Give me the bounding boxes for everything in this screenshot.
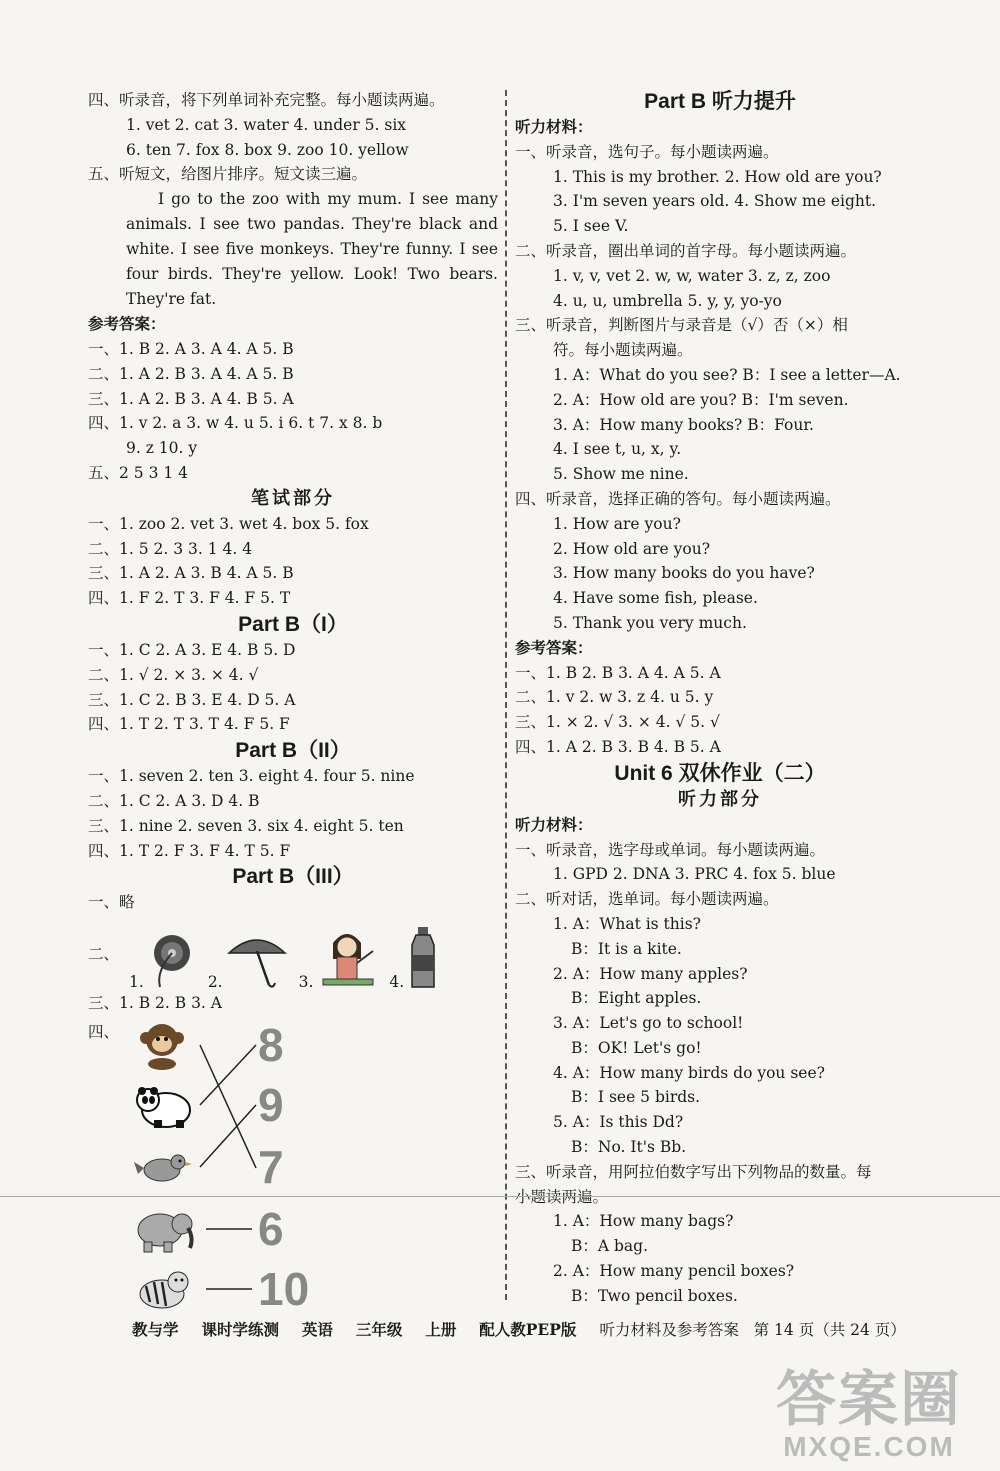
section-title: 二、听对话，选单词。每小题读两遍。 bbox=[515, 890, 779, 909]
script-line: 2. A：How old are you? B：I'm seven. bbox=[553, 390, 849, 409]
dialogue-b: B：OK! Let's go! bbox=[571, 1038, 702, 1057]
answer-line: 三、1. C 2. B 3. E 4. D 5. A bbox=[88, 690, 296, 709]
script-line: 1. GPD 2. DNA 3. PRC 4. fox 5. blue bbox=[553, 865, 836, 884]
picture-answer bbox=[389, 925, 440, 991]
section-5-title: 五、听短文，给图片排序。短文读三遍。 bbox=[88, 165, 368, 184]
item-number: 4. bbox=[389, 973, 405, 992]
dialogue-a: 2. A：How many pencil boxes? bbox=[553, 1262, 795, 1281]
footer-subject: 英语 bbox=[301, 1320, 333, 1339]
answers-title: 参考答案： bbox=[88, 314, 166, 334]
script-line: 1. v, v, vet 2. w, w, water 3. z, z, zoo bbox=[553, 266, 831, 285]
column-divider bbox=[505, 90, 507, 1300]
item-number: 1. bbox=[129, 973, 144, 992]
dialogue-a: 5. A：Is this Dd? bbox=[553, 1113, 684, 1132]
item-number: 2. bbox=[207, 973, 223, 992]
script-line: 5. Thank you very much. bbox=[553, 613, 747, 632]
script-line: 1. This is my brother. 2. How old are you? bbox=[553, 167, 882, 186]
part-b-2-title: Part B（II） bbox=[235, 739, 351, 763]
section-4-title: 四、听录音，将下列单词补充完整。每小题读两遍。 bbox=[88, 91, 445, 109]
dialogue-a: 1. A：How many bags? bbox=[553, 1212, 734, 1231]
answer-line: 四、1. v 2. a 3. w 4. u 5. i 6. t 7. x 8. b bbox=[88, 414, 383, 433]
answer-line: 三、1. × 2. √ 3. × 4. √ 5. √ bbox=[515, 713, 720, 732]
footer-series: 课时学练测 bbox=[201, 1320, 279, 1339]
script-line: 4. Have some fish, please. bbox=[553, 589, 758, 608]
dialogue-b: B：A bag. bbox=[571, 1237, 649, 1256]
script-line: 3. A：How many books? B：Four. bbox=[553, 415, 814, 434]
script-line: 5. Show me nine. bbox=[553, 465, 689, 484]
answer-line: 五、2 5 3 1 4 bbox=[88, 463, 189, 482]
footer-grade: 三年级 bbox=[355, 1320, 403, 1339]
script-line: 3. How many books do you have? bbox=[553, 564, 815, 583]
listening-part-title: 听力部分 bbox=[678, 788, 762, 810]
dialogue-a: 4. A：How many birds do you see? bbox=[553, 1063, 825, 1082]
answer-line: 四、1. T 2. F 3. F 4. T 5. F bbox=[88, 841, 291, 860]
unit-6-title: Unit 6 双休作业（二） bbox=[614, 761, 826, 785]
watermark-logo: 答案圈 bbox=[776, 1366, 962, 1433]
footer-brand: 教与学 bbox=[132, 1320, 179, 1339]
dialogue-b: B：I see 5 birds. bbox=[571, 1088, 701, 1107]
watermark bbox=[776, 1366, 962, 1463]
material-label: 听力材料： bbox=[515, 117, 593, 136]
part-b-1-title: Part B（I） bbox=[238, 612, 348, 636]
watermark-url: MXQE.COM bbox=[783, 1431, 955, 1462]
answer-line: 二、1. v 2. w 3. z 4. u 5. y bbox=[515, 688, 714, 707]
dialogue-a: 2. A：How many apples? bbox=[553, 964, 748, 983]
answer-line: 二、1. A 2. B 3. A 4. A 5. B bbox=[88, 364, 294, 383]
answer-line: 四、1. T 2. T 3. T 4. F 5. F bbox=[88, 715, 290, 734]
section-label: 二、 bbox=[88, 945, 120, 964]
written-part-title: 笔试部分 bbox=[251, 487, 335, 509]
item-number: 3. bbox=[298, 973, 314, 992]
right-column bbox=[515, 88, 925, 1309]
footer-volume: 上册 bbox=[425, 1320, 457, 1339]
picture-answer bbox=[208, 931, 289, 991]
word-list-line: 1. vet 2. cat 3. water 4. under 5. six bbox=[126, 115, 407, 134]
number-ten: 10 bbox=[258, 1262, 310, 1315]
part-b-3-title: Part B（III） bbox=[232, 865, 354, 889]
section-label: 四、 bbox=[88, 1022, 120, 1041]
dialogue-b: B：It is a kite. bbox=[571, 939, 682, 958]
answer-line: 二、1. C 2. A 3. D 4. B bbox=[88, 791, 260, 810]
script-line: 1. A：What do you see? B：I see a letter—A. bbox=[553, 365, 901, 384]
number-six: 6 bbox=[258, 1202, 284, 1255]
umbrella-icon bbox=[225, 931, 289, 991]
answer-line: 一、1. seven 2. ten 3. eight 4. four 5. nine bbox=[88, 767, 415, 786]
passage: I go to the zoo with my mum. I see many animals. I see two pandas. They're black and white. I see five monkeys. They're funny. I see four birds. They're yellow. Look! Two bears. They're fat. bbox=[126, 190, 498, 309]
answer-line: 一、略 bbox=[88, 893, 135, 912]
answer-line: 三、1. A 2. A 3. B 4. A 5. B bbox=[88, 564, 294, 583]
footer-edition: 配人教PEP版 bbox=[479, 1320, 577, 1339]
dialogue-b: B：No. It's Bb. bbox=[571, 1138, 687, 1157]
answer-line: 三、1. nine 2. seven 3. six 4. eight 5. ten bbox=[88, 816, 404, 835]
section-title-cont: 小题读两遍。 bbox=[515, 1187, 609, 1206]
page-footer bbox=[132, 1318, 924, 1340]
part-b-listening-title: Part B 听力提升 bbox=[644, 90, 796, 113]
number-nine: 9 bbox=[258, 1078, 284, 1131]
answer-line: 9. z 10. y bbox=[126, 439, 198, 458]
script-line: 3. I'm seven years old. 4. Show me eight. bbox=[553, 192, 877, 211]
dialogue-b: B：Two pencil boxes. bbox=[571, 1286, 738, 1305]
section-title: 三、听录音，用阿拉伯数字写出下列物品的数量。每 bbox=[515, 1162, 872, 1181]
answer-line: 一、1. B 2. A 3. A 4. A 5. B bbox=[88, 339, 294, 358]
dialogue-a: 3. A：Let's go to school! bbox=[553, 1014, 744, 1033]
girl-icon bbox=[315, 927, 379, 991]
left-column bbox=[88, 88, 498, 1320]
matching-answer bbox=[88, 1020, 498, 1320]
section-title: 一、听录音，选句子。每小题读两遍。 bbox=[515, 142, 779, 161]
answer-line: 四、1. F 2. T 3. F 4. F 5. T bbox=[88, 589, 291, 608]
answer-line: 一、1. C 2. A 3. E 4. B 5. D bbox=[88, 640, 296, 659]
answer-line: 一、1. zoo 2. vet 3. wet 4. box 5. fox bbox=[88, 514, 369, 533]
dialogue-b: B：Eight apples. bbox=[571, 989, 702, 1008]
number-eight: 8 bbox=[258, 1018, 284, 1071]
script-line: 1. How are you? bbox=[553, 514, 681, 533]
picture-answers bbox=[88, 915, 498, 991]
script-line: 4. u, u, umbrella 5. y, y, yo-yo bbox=[553, 291, 782, 310]
material-label: 听力材料： bbox=[515, 814, 593, 834]
section-title: 一、听录音，选字母或单词。每小题读两遍。 bbox=[515, 840, 826, 859]
script-line: 2. How old are you? bbox=[553, 539, 711, 558]
picture-answer bbox=[129, 931, 198, 991]
scan-line bbox=[0, 1196, 1000, 1197]
section-title: 三、听录音，判断图片与录音是（√）否（×）相 bbox=[515, 316, 848, 335]
answer-line: 四、1. A 2. B 3. B 4. B 5. A bbox=[515, 737, 721, 756]
script-line: 4. I see t, u, x, y. bbox=[553, 440, 682, 459]
section-title: 二、听录音，圈出单词的首字母。每小题读两遍。 bbox=[515, 241, 857, 260]
bottle-icon bbox=[406, 925, 440, 991]
picture-answer bbox=[299, 927, 380, 991]
answer-line: 一、1. B 2. B 3. A 4. A 5. A bbox=[515, 663, 721, 682]
script-line: 5. I see V. bbox=[553, 217, 629, 236]
answer-line: 三、1. B 2. B 3. A bbox=[88, 994, 222, 1013]
word-list-line: 6. ten 7. fox 8. box 9. zoo 10. yellow bbox=[126, 140, 409, 159]
dialogue-a: 1. A：What is this? bbox=[553, 914, 701, 933]
section-title: 四、听录音，选择正确的答句。每小题读两遍。 bbox=[515, 489, 841, 508]
number-seven: 7 bbox=[258, 1140, 284, 1193]
answer-line: 二、1. 5 2. 3 3. 1 4. 4 bbox=[88, 539, 253, 558]
footer-page-info: 听力材料及参考答案 第 14 页（共 24 页） bbox=[599, 1321, 906, 1339]
section-title-cont: 符。每小题读两遍。 bbox=[553, 341, 693, 360]
yo-yo-icon bbox=[146, 931, 198, 991]
answer-line: 三、1. A 2. B 3. A 4. B 5. A bbox=[88, 389, 294, 408]
answer-line: 二、1. √ 2. × 3. × 4. √ bbox=[88, 665, 259, 684]
answers-title: 参考答案： bbox=[515, 637, 593, 657]
